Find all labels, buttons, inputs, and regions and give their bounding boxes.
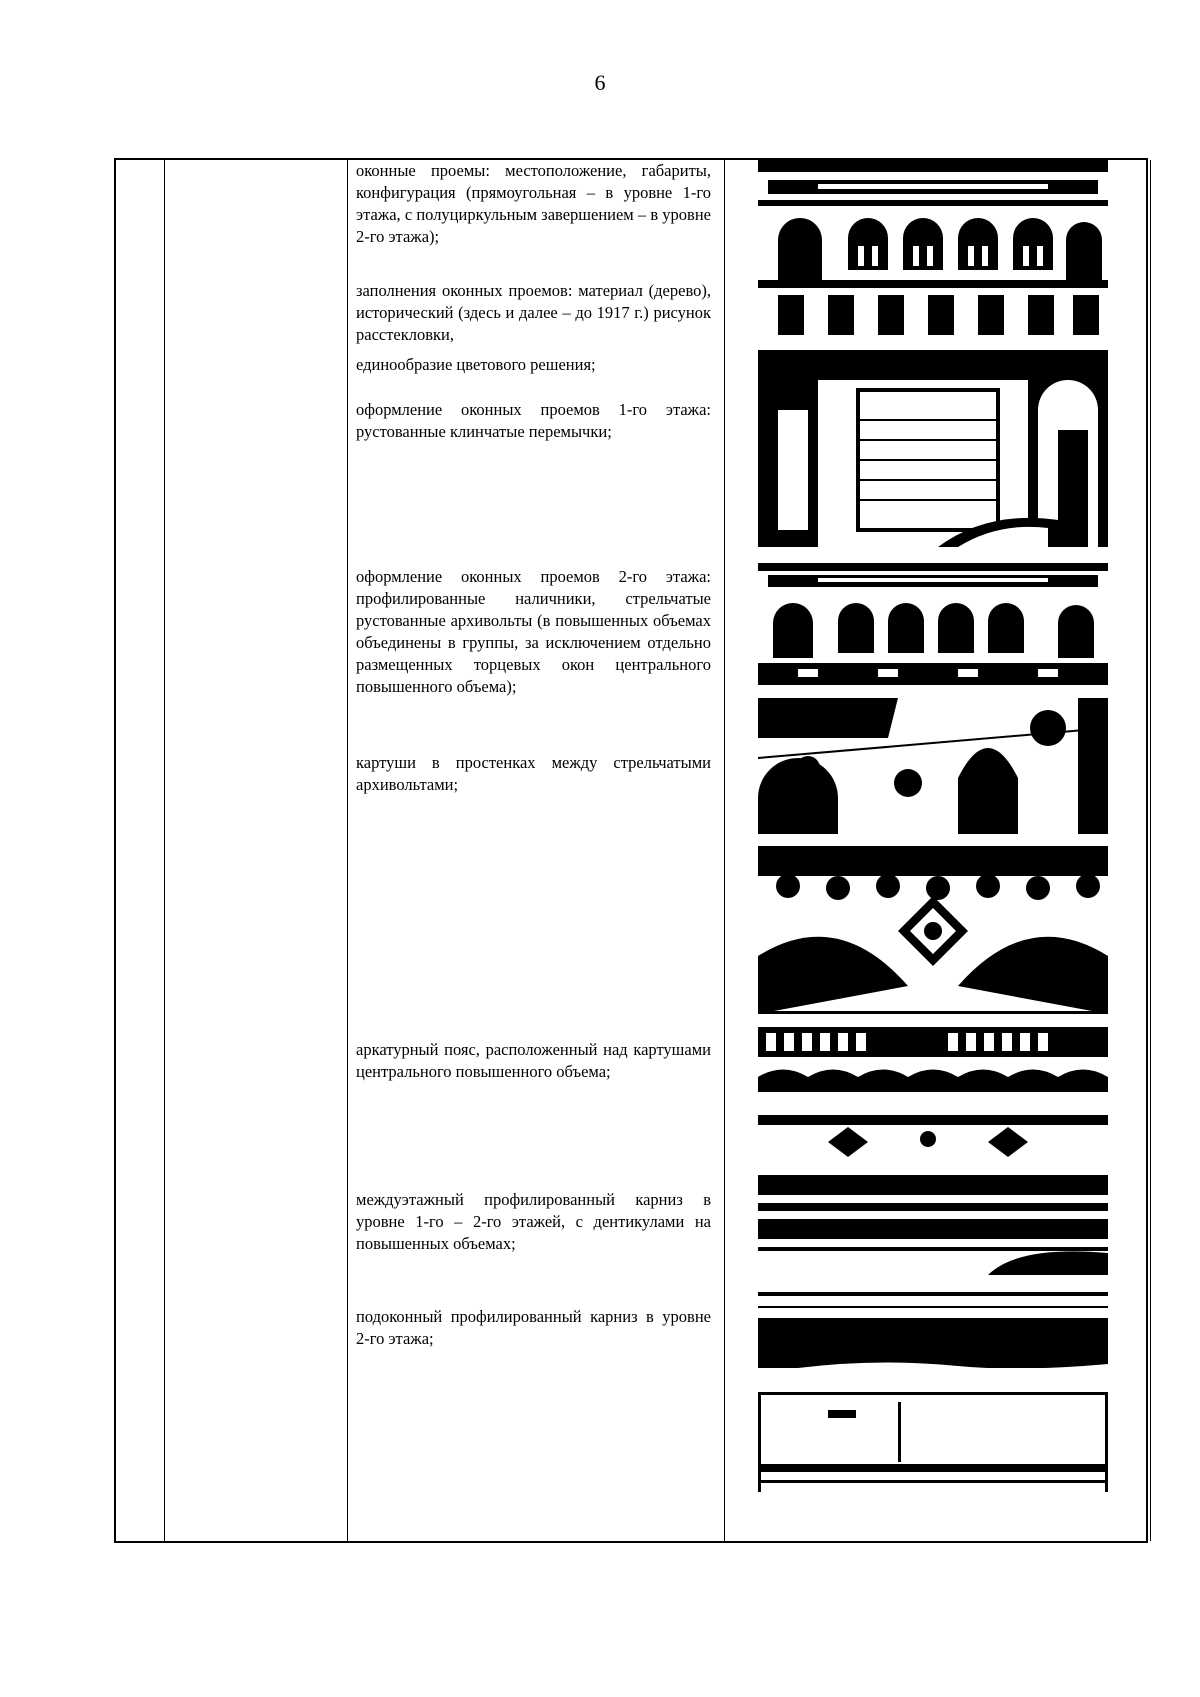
feature-item: оформление оконных проемов 1-го этажа: рустованные клинчатые перемычки;	[356, 400, 711, 441]
facade-arched-windows-icon	[758, 160, 1108, 335]
table-column-divider	[1150, 160, 1151, 1541]
table-column-divider	[724, 160, 725, 1541]
feature-item: аркатурный пояс, расположенный над картушами центрального повышенного объема;	[356, 1040, 711, 1081]
feature-item: заполнения оконных проемов: материал (дерево), исторический (здесь и далее – до 1917 г.) рисунок расстекловки,	[356, 281, 711, 344]
feature-item: оконные проемы: местоположение, габариты, конфигурация (прямоугольная – в уровне 1-го этажа, с полуциркульным завершением – в уровне 2-го этажа);	[356, 161, 711, 246]
table-column-divider	[347, 160, 348, 1541]
table-column-divider	[164, 160, 165, 1541]
page-number: 6	[594, 70, 606, 95]
arch-cartouche-closeup-icon	[758, 846, 1108, 1014]
cornice-icon	[758, 1175, 1108, 1275]
feature-item: картуши в простенках между стрельчатыми архивольтами;	[356, 753, 711, 794]
facade-arched-windows-icon	[758, 563, 1108, 685]
arcature-belt-icon	[758, 1027, 1108, 1163]
arch-cartouche-icon	[758, 698, 1108, 834]
feature-item: оформление оконных проемов 2-го этажа: профилированные наличники, стрельчатые рустованные архивольты (в повышенных объемах объединены в группы, за исключением отдельно размещенных торцевых окон центрального повышенного объема);	[356, 567, 711, 696]
ground-floor-window-icon	[758, 350, 1108, 547]
window-sill-cornice-icon	[758, 1288, 1108, 1384]
feature-item: подоконный профилированный карниз в уровне 2-го этажа;	[356, 1307, 711, 1348]
window-sill-cornice-icon	[758, 1392, 1108, 1492]
feature-item: междуэтажный профилированный карниз в уровне 1-го – 2-го этажей, с дентикулами на повышенных объемах;	[356, 1190, 711, 1253]
feature-item: единообразие цветового решения;	[356, 355, 596, 374]
